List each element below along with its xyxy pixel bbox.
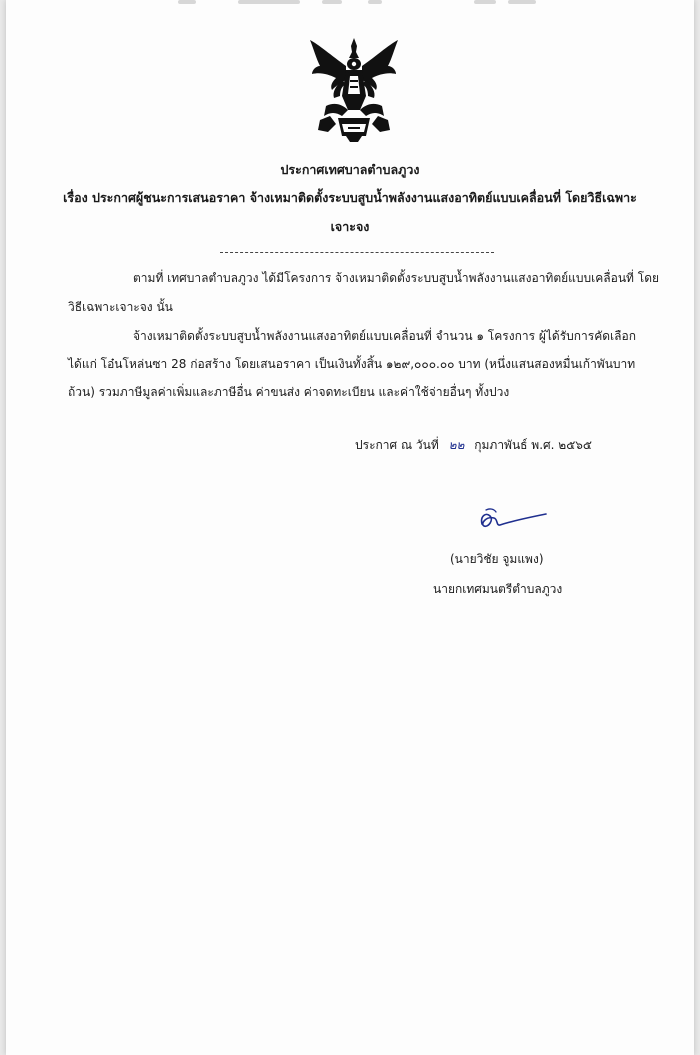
date-day: ๒๒ — [448, 438, 465, 452]
document-page — [6, 0, 694, 1055]
handwritten-signature-icon — [476, 506, 552, 536]
announcement-date — [355, 436, 592, 455]
document-title: ประกาศเทศบาลตำบลภูวง — [280, 162, 420, 177]
paragraph-2-line-3: ถ้วน) รวมภาษีมูลค่าเพิ่มและภาษีอื่น ค่าขนส่ง ค่าจดทะเบียน และค่าใช้จ่ายอื่นๆ ทั้งปวง — [68, 385, 510, 399]
paragraph-1-line-1: ตามที่ เทศบาลตำบลภูวง ได้มีโครงการ จ้างเหมาติดตั้งระบบสูบน้ำพลังงานแสงอาทิตย์แบบเคลื่อนที่ โดย — [133, 271, 660, 285]
signatory-position: นายกเทศมนตรีตำบลภูวง — [433, 582, 563, 596]
subject-line-2: เจาะจง — [330, 219, 370, 234]
subject-line-1: เรื่อง ประกาศผู้ชนะการเสนอราคา จ้างเหมาติดตั้งระบบสูบน้ำพลังงานแสงอาทิตย์แบบเคลื่อนที่ โดยวิธีเฉพาะ — [63, 190, 637, 205]
signatory-name: (นายวิชัย จูมแพง) — [450, 552, 544, 566]
paragraph-2-line-1: จ้างเหมาติดตั้งระบบสูบน้ำพลังงานแสงอาทิตย์แบบเคลื่อนที่ จำนวน ๑ โครงการ ผู้ได้รับการคัดเลือก — [133, 329, 636, 343]
show-through-text — [6, 0, 694, 10]
paragraph-1-line-2: วิธีเฉพาะเจาะจง นั้น — [68, 300, 173, 314]
paragraph-2-line-2: ได้แก่ โอ๋นโหล่นซา 28 ก่อสร้าง โดยเสนอราคา เป็นเงินทั้งสิ้น ๑๒๙,๐๐๐.๐๐ บาท (หนึ่งแสนสองหมื่นเก้าพันบาท — [68, 357, 636, 371]
date-prefix: ประกาศ ณ วันที่ — [355, 438, 439, 452]
separator-line — [220, 252, 494, 253]
date-month-year: กุมภาพันธ์ พ.ศ. ๒๕๖๕ — [474, 438, 592, 452]
garuda-emblem-icon — [302, 36, 406, 142]
